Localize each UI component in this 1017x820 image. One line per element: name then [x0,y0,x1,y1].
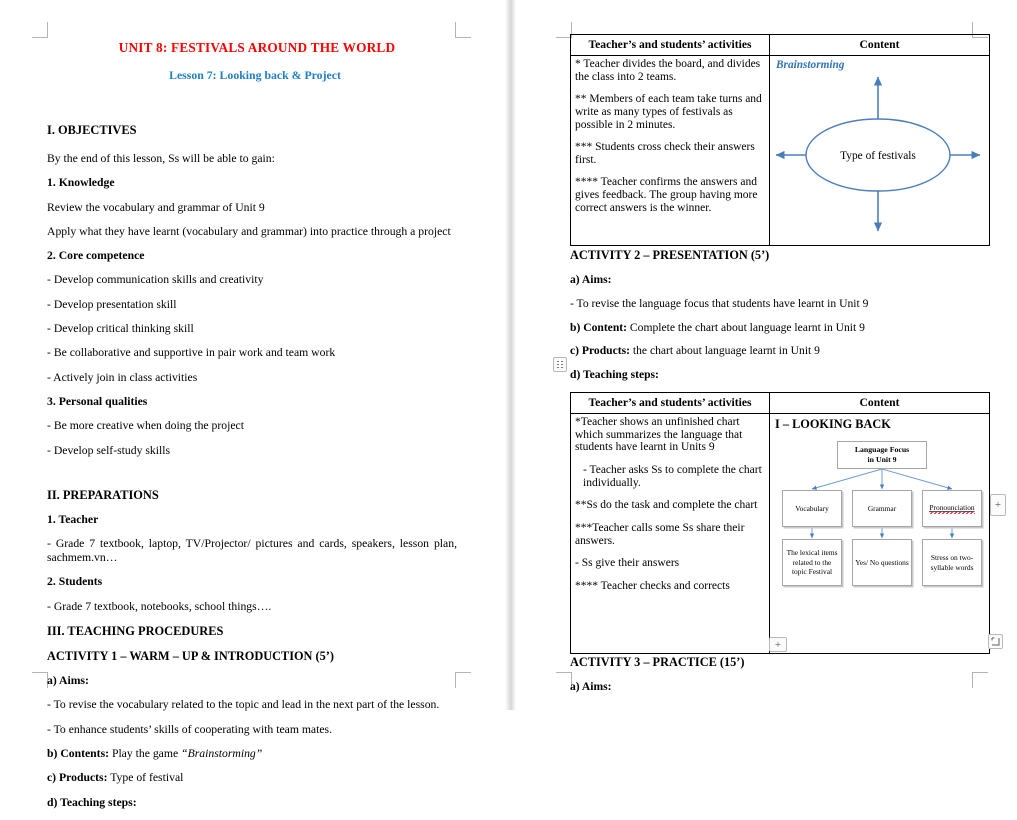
insert-row-bottom-button[interactable] [769,637,787,652]
activity-1-contents-game: “Brainstorming” [181,746,263,760]
chart-branch-label: Grammar [867,503,897,513]
crop-mark-top-left [32,22,48,38]
activity-step: *Teacher shows an unfinished chart which summarizes the language that students have learnt in Units 9 [575,416,743,454]
activity-1-aims-label: a) Aims: [47,674,89,688]
personal-qualities-line: - Develop self-study skills [47,443,171,457]
chart-leaf-box-pronounciation [922,539,982,586]
activity-step: **** Teacher checks and corrects [575,579,730,592]
chart-leaf-box-vocabulary [782,539,842,586]
activity-step: ***Teacher calls some Ss share their answers. [575,521,745,547]
activity-1-products-label: c) Products: [47,771,108,785]
knowledge-line: Apply what they have learnt (vocabulary and grammar) into practice through a project [47,224,451,238]
table-row [571,414,990,654]
table2-header-content: Content [770,393,990,414]
activity-2-content [570,321,990,334]
chart-branch-box-vocabulary [782,490,842,527]
plus-icon: + [774,638,782,651]
table-header-row [571,393,990,414]
activity-2-products [570,344,990,357]
chart-branch-box-grammar [852,490,912,527]
activity-step: **Ss do the task and complete the chart [575,499,758,512]
heading-teacher: 1. Teacher [47,512,99,526]
heading-personal-qualities: 3. Personal qualities [47,394,148,408]
activity-2-aim: - To revise the language focus that students have learnt in Unit 9 [570,296,869,310]
unit-title: UNIT 8: FESTIVALS AROUND THE WORLD [118,40,396,55]
document-page-right [516,0,1017,710]
table1-header-activities: Teacher’s and students’ activities [571,35,770,56]
activity-1-products [47,771,457,785]
activity-1-contents-value: Play the game [111,746,179,760]
core-competence-line: - Develop presentation skill [47,297,177,311]
heading-preparations: II. PREPARATIONS [47,487,159,502]
brainstorm-diagram [774,71,985,242]
heading-knowledge: 1. Knowledge [47,176,115,190]
table-move-handle-icon[interactable] [553,357,567,372]
activity-1-steps-label: d) Teaching steps: [47,795,137,809]
chart-root-line-2: in Unit 9 [867,455,897,465]
left-page-content [47,40,457,820]
table1-cell-activities[interactable] [571,56,770,246]
chart-branch-label: Vocabulary [795,503,829,513]
chart-root-box [837,441,927,469]
table2-header-activities: Teacher’s and students’ activities [571,393,770,414]
table2-cell-content[interactable] [770,414,990,654]
activity-1-products-value: Type of festival [110,771,184,785]
activity-2-aims-label: a) Aims: [570,273,612,286]
right-page-content [570,34,990,704]
core-competence-line: - Develop communication skills and creativity [47,273,264,287]
heading-teaching-procedures: III. TEACHING PROCEDURES [47,623,224,638]
activity-step: - Ss give their answers [575,557,680,570]
core-competence-line: - Actively join in class activities [47,370,198,384]
crop-mark-top-right [455,22,471,38]
resize-icon [991,637,1000,646]
page-gap-divider [505,0,516,710]
core-competence-line: - Develop critical thinking skill [47,322,194,336]
table1-header-content: Content [770,35,990,56]
objectives-intro: By the end of this lesson, Ss will be able to gain: [47,152,275,165]
heading-objectives: I. OBJECTIVES [47,123,137,137]
activity-step: **** Teacher confirms the answers and gives feedback. The group having more correct answers is the winner. [575,176,758,214]
activity-1-contents-label: b) Contents: [47,746,110,760]
table1-cell-content[interactable] [770,56,990,246]
teacher-materials-line: - Grade 7 textbook, laptop, TV/Projector/ pictures and cards, speakers, lesson plan, sachmem.vn… [47,537,457,565]
heading-activity-2: ACTIVITY 2 – PRESENTATION (5’) [570,248,770,262]
brainstorming-label: Brainstorming [776,59,845,71]
chart-leaf-label: The lexical items related to the topic Festival [786,548,838,577]
document-page-left [0,0,505,809]
lesson-title: Lesson 7: Looking back & Project [169,68,341,82]
chart-leaf-box-grammar [852,539,912,586]
heading-students: 2. Students [47,575,103,589]
crop-mark-bottom-left [32,672,48,688]
activity-step: ** Members of each team take turns and write as many types of festivals as possible in 2 minutes. [575,93,762,131]
core-competence-line: - Be collaborative and supportive in pair work and team work [47,346,336,360]
activity-2-content-value: Complete the chart about language learnt in Unit 9 [629,320,865,334]
paragraph-spacer [47,468,457,488]
activity-1-contents [47,747,457,761]
chart-branch-box-pronounciation [922,490,982,527]
activity-step: * Teacher divides the board, and divides the class into 2 teams. [575,58,761,83]
looking-back-heading: I – LOOKING BACK [775,417,891,432]
students-materials-line: - Grade 7 textbook, notebooks, school things…. [47,599,272,613]
insert-row-right-button[interactable] [990,494,1006,516]
activity-2-content-label: b) Content: [570,320,628,334]
activity-2-steps-label: d) Teaching steps: [570,368,659,382]
heading-activity-3: ACTIVITY 3 – PRACTICE (15’) [570,655,745,670]
grip-icon [557,361,563,369]
language-focus-chart [774,434,985,586]
diagram-center-label: Type of festivals [840,150,916,162]
activity-2-products-label: c) Products: [570,344,630,358]
activity-3-aims-label: a) Aims: [570,680,612,694]
chart-leaf-label: Yes/ No questions [855,557,909,567]
chart-root-line-1: Language Focus [854,445,910,455]
table-row [571,56,990,246]
table-header-row [571,35,990,56]
personal-qualities-line: - Be more creative when doing the project [47,419,244,433]
activity-1-aim: - To revise the vocabulary related to the topic and lead in the next part of the lesson. [47,698,440,712]
lesson-plan-table-activity-2 [570,392,990,654]
activity-1-aim: - To enhance students’ skills of cooperating with team mates. [47,722,333,736]
lesson-plan-table-activity-1 [570,34,990,246]
activity-step: - Teacher asks Ss to complete the chart individually. [583,464,762,489]
activity-2-products-value: the chart about language learnt in Unit 9 [632,344,820,358]
chart-branch-label-misspelled: Pronounciation [929,503,974,514]
table2-cell-activities[interactable] [571,414,770,654]
chart-leaf-label: Stress on two-syllable words [930,553,974,572]
table-resize-handle-icon[interactable] [988,634,1003,649]
plus-icon: + [994,499,1002,511]
crop-mark-bottom-right [455,672,471,688]
knowledge-line: Review the vocabulary and grammar of Unit 9 [47,200,265,214]
heading-core-competence: 2. Core competence [47,249,145,263]
activity-step: *** Students cross check their answers first. [575,141,755,166]
heading-activity-1: ACTIVITY 1 – WARM – UP & INTRODUCTION (5’) [47,649,334,664]
